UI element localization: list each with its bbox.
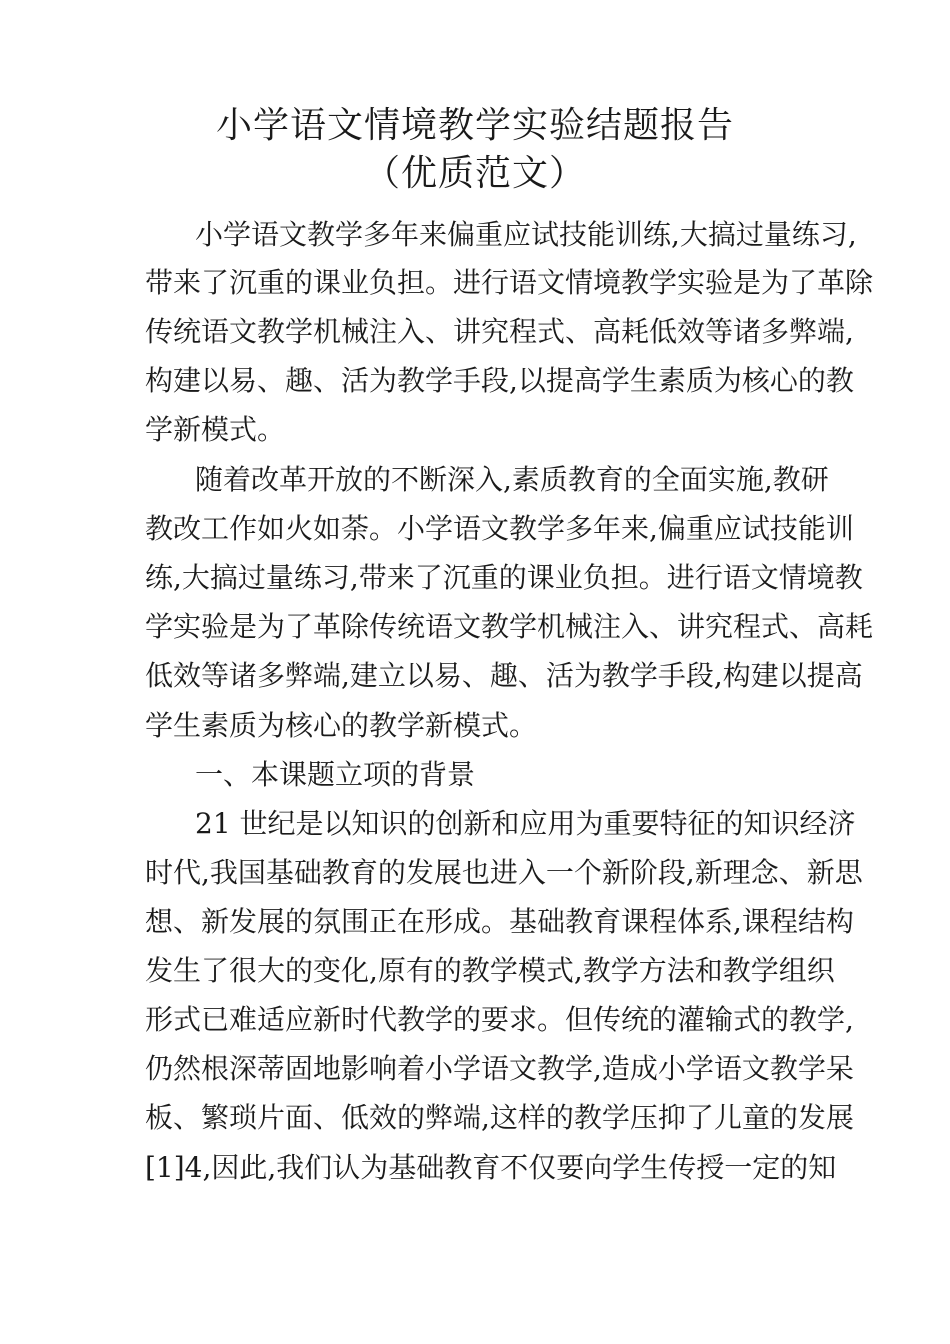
body-line: 传统语文教学机械注入、讲究程式、高耗低效等诸多弊端, bbox=[145, 315, 854, 348]
body-line: 21 世纪是以知识的创新和应用为重要特征的知识经济 bbox=[195, 807, 856, 840]
body-line: [1]4,因此,我们认为基础教育不仅要向学生传授一定的知 bbox=[145, 1151, 837, 1184]
body-line: 带来了沉重的课业负担。进行语文情境教学实验是为了革除 bbox=[145, 266, 874, 299]
body-line: 构建以易、趣、活为教学手段,以提高学生素质为核心的教 bbox=[145, 364, 854, 397]
body-line: 低效等诸多弊端,建立以易、趣、活为教学手段,构建以提高 bbox=[145, 659, 863, 692]
body-line: 随着改革开放的不断深入,素质教育的全面实施,教研 bbox=[195, 463, 829, 496]
body-line: 板、繁琐片面、低效的弊端,这样的教学压抑了儿童的发展 bbox=[145, 1101, 854, 1134]
document-subtitle: （优质范文） bbox=[363, 153, 586, 194]
body-line: 形式已难适应新时代教学的要求。但传统的灌输式的教学, bbox=[145, 1003, 854, 1036]
body-line: 想、新发展的氛围正在形成。基础教育课程体系,课程结构 bbox=[145, 905, 854, 938]
section-heading: 一、本课题立项的背景 bbox=[195, 758, 476, 791]
body-line: 练,大搞过量练习,带来了沉重的课业负担。进行语文情境教 bbox=[145, 561, 863, 594]
body-line: 小学语文教学多年来偏重应试技能训练,大搞过量练习, bbox=[195, 218, 857, 251]
document-title: 小学语文情境教学实验结题报告 bbox=[215, 105, 734, 146]
body-line: 学新模式。 bbox=[145, 413, 286, 446]
body-line: 时代,我国基础教育的发展也进入一个新阶段,新理念、新思 bbox=[145, 856, 863, 889]
body-line: 仍然根深蒂固地影响着小学语文教学,造成小学语文教学呆 bbox=[145, 1052, 854, 1085]
body-line: 学实验是为了革除传统语文教学机械注入、讲究程式、高耗 bbox=[145, 610, 874, 643]
body-line: 教改工作如火如荼。小学语文教学多年来,偏重应试技能训 bbox=[145, 512, 854, 545]
body-line: 发生了很大的变化,原有的教学模式,教学方法和教学组织 bbox=[145, 954, 835, 987]
body-line: 学生素质为核心的教学新模式。 bbox=[145, 709, 538, 742]
